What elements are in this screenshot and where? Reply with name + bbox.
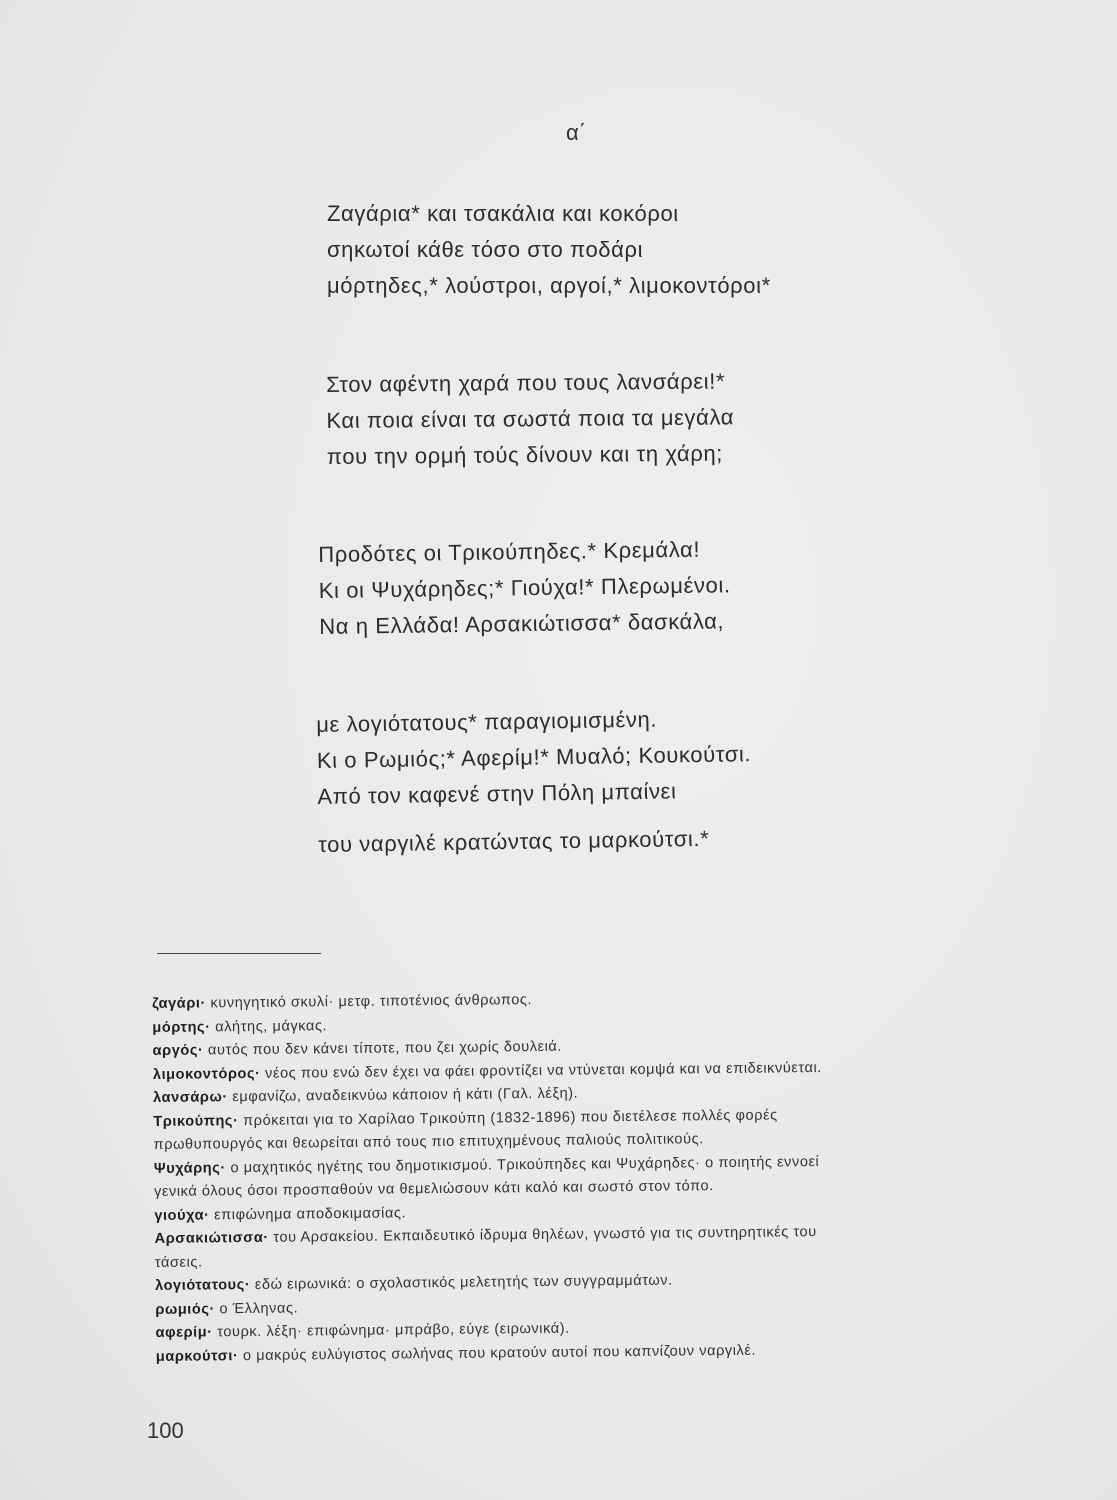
stanza-2 [326,363,734,475]
poem-line: Ζαγάρια* και τσακάλια και κοκόροι [327,201,679,226]
section-mark: α΄ [566,120,587,145]
poem-line: Προδότες οι Τρικούπηδες.* Κρεμάλα! [318,536,701,567]
footnote-separator: · [232,1112,239,1129]
footnote-definition: πρωθυπουργός και θεωρείται από τους πιο επιτυχημένους παλιούς πολιτικούς. [153,1131,704,1153]
footnote-term: γιούχα [154,1206,205,1224]
footnote-separator: · [209,1300,215,1317]
footnote-term: Τρικούπης [153,1112,234,1130]
footnote-separator: · [200,995,206,1012]
footnote-definition: γενικά όλους όσοι προσπαθούν να θεμελιώσουν κάτι καλό και σωστό στον τόπο. [154,1178,714,1200]
footnote-definition: τάσεις. [154,1253,203,1271]
stanza-3 [318,531,731,645]
poem-line: Στον αφέντη χαρά που τους λανσάρει!* [326,368,726,397]
footnote-term: Ψυχάρης [153,1159,221,1177]
footnote-divider [157,953,321,954]
footnote-definition: ο μαχητικός ηγέτης του δημοτικισμού. Τρικούπηδες και Ψυχάρηδες· ο ποιητής εννοεί [225,1153,820,1176]
poem-line: σηκωτοί κάθε τόσο στο ποδάρι [327,237,644,262]
footnote-definition: αυτός που δεν κάνει τίποτε, που ζει χωρίς δουλειά. [203,1038,563,1059]
footnote-definition: επιφώνημα αποδοκιμασίας. [209,1204,407,1223]
footnote-separator: · [263,1229,269,1246]
footnote-definition: ο Έλληνας. [214,1299,299,1317]
footnote-term: λογιότατους [154,1277,245,1294]
footnote-separator: · [205,1018,211,1035]
stanza-1 [327,196,771,304]
footnote-definition: αλήτης, μάγκας. [210,1017,328,1035]
footnote-separator: · [197,1042,204,1059]
footnote-separator: · [220,1159,226,1176]
footnote-separator: · [203,1206,210,1223]
footnote-separator: · [255,1065,261,1082]
footnote-separator: · [207,1324,213,1341]
footnote-term: αργός [152,1042,199,1059]
footnote-term: ρωμιός [155,1300,210,1318]
footnote-definition: ο μακρύς ευλύγιστος σωλήνας που κρατούν αυτοί που καπνίζουν ναργιλέ. [238,1342,757,1364]
poem-line: Κι ο Ρωμιός;* Αφερίμ!* Μυαλό; Κουκούτσι. [316,741,752,773]
footnote-term: ζαγάρι [152,995,201,1012]
footnote-separator: · [244,1276,251,1294]
footnote-term: μόρτης [152,1018,206,1036]
footnote-term: λανσάρω [153,1089,223,1106]
footnote-term: Αρσακιώτισσα [154,1229,264,1247]
poem-line: Κι οι Ψυχάρηδες;* Γιούχα!* Πλερωμένοι. [318,572,731,603]
footnote-term: αφερίμ [155,1324,208,1341]
footnote-term: μαρκούτσι [155,1347,233,1365]
footnote-definition: του Αρσακείου. Εκπαιδευτικό ίδρυμα θηλέων, γνωστό για τις συντηρητικές του [268,1224,817,1246]
poem-line: Και ποια είναι τα σωστά ποια τα μεγάλα [326,404,735,433]
footnotes [152,984,1016,1369]
footnote-term: λιμοκοντόρος [152,1065,256,1083]
footnote-definition: εμφανίζω, αναδεικνύω κάποιον ή κάτι (Γαλ. λέξη). [227,1085,579,1106]
page-number: 100 [147,1418,184,1443]
poem-line: που την ορμή τούς δίνουν και τη χάρη; [326,440,724,469]
footnote-separator: · [232,1347,239,1364]
stanza-4 [316,700,753,863]
poem-line: Από τον καφενέ στην Πόλη μπαίνει [317,778,677,809]
poem-line: με λογιότατους* παραγιομισμένη. [316,706,658,737]
poem-line: μόρτηδες,* λούστροι, αργοί,* λιμοκοντόροι* [327,273,771,298]
poem-line: του ναργιλέ κρατώντας το μαρκούτσι.* [317,825,710,857]
footnote-definition: τουρκ. λέξη· επιφώνημα· μπράβο, εύγε (ειρωνικά). [212,1320,570,1341]
footnote-definition: κυνηγητικό σκυλί· μετφ. τιποτένιος άνθρωπος. [205,992,533,1012]
poem-line: Να η Ελλάδα! Αρσακιώτισσα* δασκάλα, [319,608,725,639]
footnote-definition: πρόκειται για το Χαρίλαο Τρικούπη (1832-1896) που διετέλεσε πολλές φορές [238,1106,778,1129]
footnote-definition: εδώ ειρωνικά: ο σχολαστικός μελετητής των συγγραμμάτων. [250,1272,673,1293]
footnote-definition: νέος που ενώ δεν έχει να φάει φροντίζει να ντύνεται κομψά και να επιδεικνύεται. [260,1059,822,1082]
footnote-separator: · [222,1089,228,1106]
